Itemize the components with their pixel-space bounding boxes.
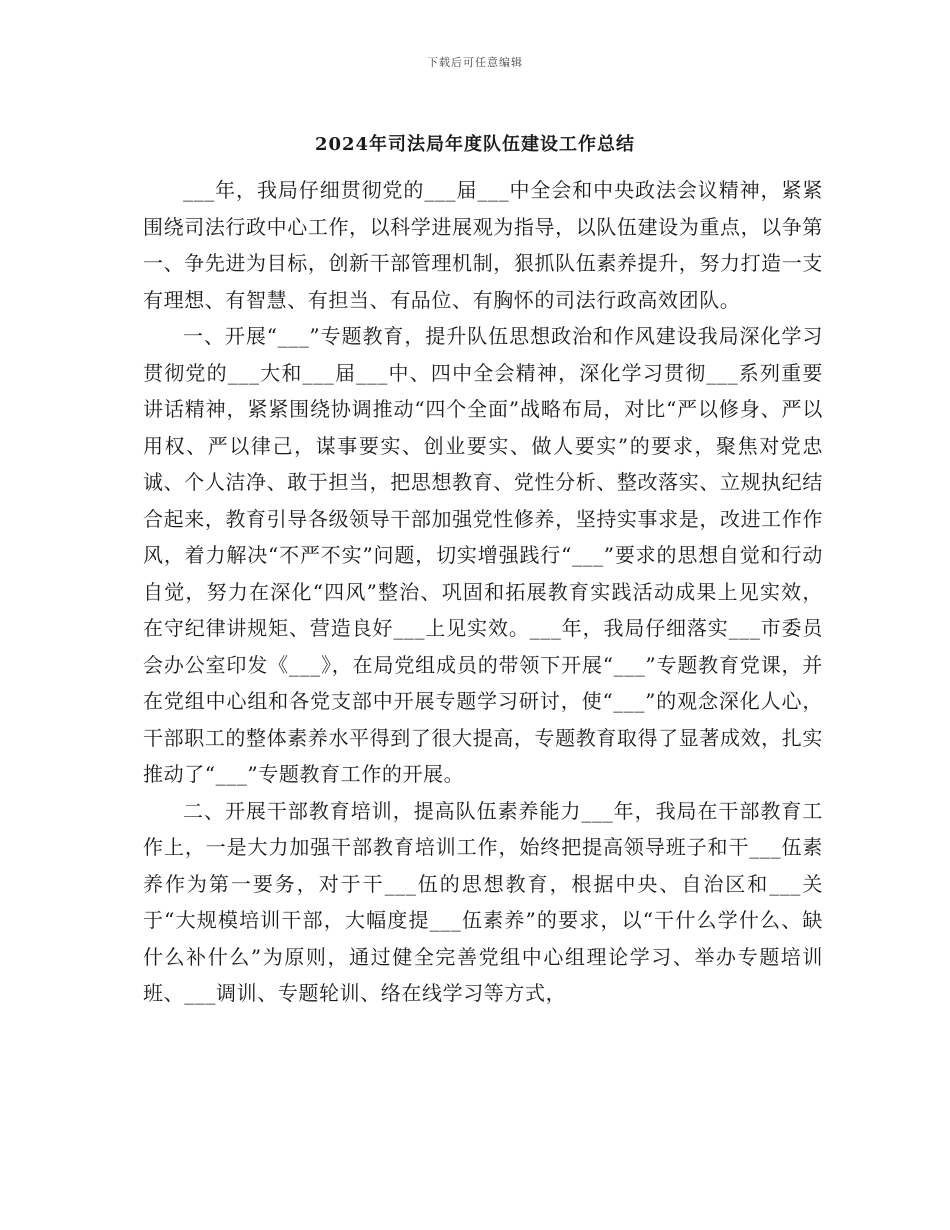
- paragraph-section-2: 二、开展干部教育培训，提高队伍素养能力___年，我局在干部教育工作上，一是大力加强干部教育培训工作，始终把提高领导班子和干___伍素养作为第一要务，对于干___伍的思想教育，根据中央、自治区和___关于“大规模培训干部，大幅度提___伍素养”的要求，以“干什么学什么、缺什么补什么”为原则，通过健全完善党组中心组理论学习、举办专题培训班、___调训、专题轮训、络在线学习等方式，: [143, 798, 823, 1005]
- paragraph-intro: ___年，我局仔细贯彻党的___届___中全会和中央政法会议精神，紧紧围绕司法行政中心工作，以科学进展观为指导，以队伍建设为重点，以争第一、争先进为目标，创新干部管理机制，狠抓队伍素养提升，努力打造一支有理想、有智慧、有担当、有品位、有胸怀的司法行政高效团队。: [143, 178, 823, 312]
- paragraph-section-1: 一、开展“___”专题教育，提升队伍思想政治和作风建设我局深化学习贯彻党的___大和___届___中、四中全会精神，深化学习贯彻___系列重要讲话精神，紧紧围绕协调推动“四个全面”战略布局，对比“严以修身、严以用权、严以律己，谋事要实、创业要实、做人要实”的要求，聚焦对党忠诚、个人洁净、敢于担当，把思想教育、党性分析、整改落实、立规执纪结合起来，教育引导各级领导干部加强党性修养，坚持实事求是，改进工作作风，着力解决“不严不实”问题，切实增强践行“___”要求的思想自觉和行动自觉，努力在深化“四风”整治、巩固和拓展教育实践活动成果上见实效，在守纪律讲规矩、营造良好___上见实效。___年，我局仔细落实___市委员会办公室印发《___》，在局党组成员的带领下开展“___”专题教育党课，并在党组中心组和各党支部中开展专题学习研讨，使“___”的观念深化人心，干部职工的整体素养水平得到了很大提高，专题教育取得了显著成效，扎实推动了“___”专题教育工作的开展。: [143, 324, 823, 786]
- document-title: 2024年司法局年度队伍建设工作总结: [314, 134, 636, 155]
- page-header-note: 下载后可任意编辑: [427, 56, 523, 69]
- document-body: [143, 172, 823, 1012]
